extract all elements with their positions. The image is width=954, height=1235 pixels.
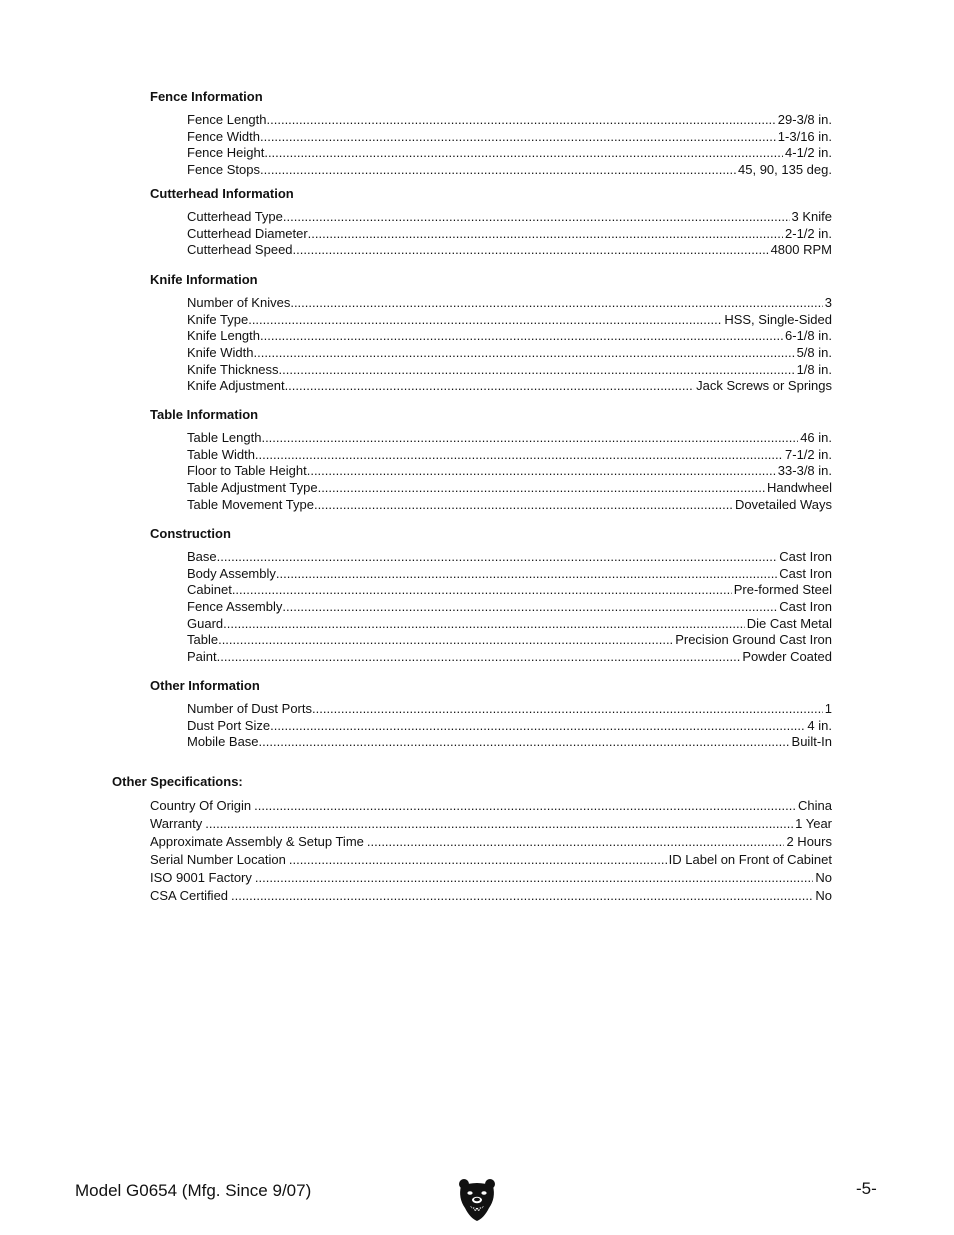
section-title-other-info: Other Information <box>150 678 260 693</box>
spec-row <box>187 129 832 146</box>
spec-row <box>150 815 832 833</box>
spec-label: Table Movement Type <box>187 496 314 512</box>
dot-leader <box>314 497 733 514</box>
spec-row <box>187 295 832 312</box>
spec-label: Floor to Table Height <box>187 463 307 479</box>
spec-value: Powder Coated <box>742 649 832 665</box>
spec-value: 5/8 in. <box>796 345 832 361</box>
spec-row <box>150 887 832 905</box>
spec-list-table <box>187 430 832 513</box>
page-number: -5- <box>856 1179 877 1198</box>
spec-label: Cutterhead Diameter <box>187 225 308 241</box>
spec-label: Table Width <box>187 446 255 462</box>
dot-leader <box>267 112 776 129</box>
dot-leader <box>205 815 793 833</box>
spec-value: 2-1/2 in. <box>785 225 832 241</box>
spec-label: Country Of Origin <box>150 798 252 813</box>
spec-value: China <box>798 798 832 813</box>
spec-value: Handwheel <box>766 480 832 496</box>
spec-label: Base <box>187 549 217 564</box>
spec-row <box>187 145 832 162</box>
dot-leader <box>255 447 783 464</box>
spec-list-construction <box>187 549 832 666</box>
spec-row <box>187 649 832 666</box>
spec-row <box>187 362 832 379</box>
dot-leader <box>279 362 795 379</box>
spec-value: 4 in. <box>807 717 832 733</box>
spec-label: Warranty <box>150 816 203 831</box>
spec-value: No <box>815 870 832 885</box>
spec-value: 45, 90, 135 deg. <box>738 162 832 178</box>
spec-value: 7-1/2 in. <box>785 446 832 462</box>
dot-leader <box>255 869 813 887</box>
spec-value: Precision Ground Cast Iron <box>675 632 832 648</box>
spec-label: Number of Knives <box>187 295 291 310</box>
spec-value: HSS, Single-Sided <box>724 311 832 327</box>
spec-value: Jack Screws or Springs <box>696 378 832 394</box>
spec-list-knife <box>187 295 832 395</box>
spec-value: 1 <box>824 701 832 716</box>
section-title-fence: Fence Information <box>150 89 263 104</box>
spec-value: Cast Iron <box>779 565 832 581</box>
spec-label: ISO 9001 Factory <box>150 870 252 885</box>
dot-leader <box>261 430 798 447</box>
dot-leader <box>290 295 822 312</box>
dot-leader <box>253 345 794 362</box>
spec-value: Die Cast Metal <box>746 615 832 631</box>
spec-row <box>187 616 832 633</box>
spec-label: Fence Width <box>187 128 260 144</box>
dot-leader <box>312 701 823 718</box>
section-title-cutterhead: Cutterhead Information <box>150 186 294 201</box>
section-title-knife: Knife Information <box>150 272 258 287</box>
dot-leader <box>217 549 778 566</box>
spec-row <box>187 632 832 649</box>
spec-row <box>187 701 832 718</box>
spec-label: Mobile Base <box>187 734 259 750</box>
spec-row <box>187 734 832 751</box>
dot-leader <box>270 718 805 735</box>
spec-row <box>150 797 832 815</box>
spec-value: Cast Iron <box>779 599 832 615</box>
spec-label: Table Length <box>187 430 262 445</box>
grizzly-bear-logo-icon <box>457 1178 497 1222</box>
spec-row <box>187 480 832 497</box>
other-specifications-title: Other Specifications: <box>112 774 243 789</box>
spec-value: Dovetailed Ways <box>734 496 832 512</box>
spec-row <box>150 833 832 851</box>
dot-leader <box>223 616 745 633</box>
spec-label: Fence Height <box>187 145 265 161</box>
dot-leader <box>285 378 695 395</box>
dot-leader <box>318 480 765 497</box>
spec-row <box>187 718 832 735</box>
other-specifications-list <box>150 797 832 905</box>
spec-row <box>187 447 832 464</box>
dot-leader <box>259 734 790 751</box>
dot-leader <box>307 463 776 480</box>
spec-list-cutterhead <box>187 209 832 259</box>
spec-value: Built-In <box>791 734 832 750</box>
spec-row <box>187 599 832 616</box>
dot-leader <box>248 312 722 329</box>
spec-label: Fence Stops <box>187 162 260 178</box>
spec-value: 4-1/2 in. <box>785 145 832 161</box>
spec-label: Cutterhead Speed <box>187 242 293 258</box>
spec-label: Body Assembly <box>187 565 276 581</box>
spec-list-fence <box>187 112 832 179</box>
spec-value: No <box>815 888 832 903</box>
spec-value: 3 Knife <box>791 209 832 224</box>
dot-leader <box>254 797 796 815</box>
spec-label: Knife Type <box>187 311 249 327</box>
dot-leader <box>260 162 736 179</box>
spec-label: Table <box>187 632 219 648</box>
spec-list-other-info <box>187 701 832 751</box>
footer-model: Model G0654 (Mfg. Since 9/07) <box>75 1181 312 1200</box>
spec-value: 4800 RPM <box>770 242 832 258</box>
spec-row <box>187 566 832 583</box>
dot-leader <box>217 649 741 666</box>
spec-label: Fence Assembly <box>187 599 283 615</box>
spec-row <box>187 226 832 243</box>
spec-label: Fence Length <box>187 112 267 127</box>
spec-label: Knife Length <box>187 328 261 344</box>
spec-label: Paint <box>187 649 217 665</box>
spec-value: 1-3/16 in. <box>777 128 832 144</box>
spec-row <box>187 328 832 345</box>
dot-leader <box>293 242 769 259</box>
spec-value: 33-3/8 in. <box>777 463 832 479</box>
dot-leader <box>308 226 783 243</box>
spec-label: Knife Width <box>187 345 254 361</box>
spec-label: Cabinet <box>187 582 232 598</box>
dot-leader <box>289 851 667 869</box>
dot-leader <box>282 599 777 616</box>
spec-value: 29-3/8 in. <box>777 112 832 127</box>
spec-label: Approximate Assembly & Setup Time <box>150 834 364 849</box>
spec-value: 6-1/8 in. <box>785 328 832 344</box>
spec-label: Knife Thickness <box>187 361 279 377</box>
dot-leader <box>264 145 783 162</box>
spec-row <box>187 112 832 129</box>
spec-label: Table Adjustment Type <box>187 480 318 496</box>
spec-row <box>187 463 832 480</box>
spec-value: 46 in. <box>800 430 832 445</box>
spec-label: Serial Number Location <box>150 852 286 867</box>
spec-label: Cutterhead Type <box>187 209 283 224</box>
spec-label: Knife Adjustment <box>187 378 285 394</box>
spec-label: Guard <box>187 615 224 631</box>
spec-value: 1 Year <box>795 816 832 831</box>
spec-value: Pre-formed Steel <box>733 582 832 598</box>
dot-leader <box>367 833 785 851</box>
spec-row <box>187 162 832 179</box>
spec-row <box>150 869 832 887</box>
spec-value: ID Label on Front of Cabinet <box>668 852 832 867</box>
spec-value: Cast Iron <box>779 549 832 564</box>
spec-row <box>187 312 832 329</box>
spec-row <box>187 345 832 362</box>
spec-label: CSA Certified <box>150 888 229 903</box>
spec-row <box>187 209 832 226</box>
spec-row <box>187 549 832 566</box>
spec-row <box>187 497 832 514</box>
dot-leader <box>232 582 732 599</box>
spec-value: 2 Hours <box>786 834 832 849</box>
spec-row <box>187 430 832 447</box>
dot-leader <box>260 129 776 146</box>
spec-row <box>187 378 832 395</box>
section-title-table: Table Information <box>150 407 259 422</box>
spec-value: 3 <box>824 295 832 310</box>
dot-leader <box>276 566 777 583</box>
dot-leader <box>218 632 673 649</box>
spec-value: 1/8 in. <box>796 361 832 377</box>
dot-leader <box>283 209 790 226</box>
spec-row <box>187 242 832 259</box>
spec-row <box>187 582 832 599</box>
spec-label: Dust Port Size <box>187 717 271 733</box>
section-title-construction: Construction <box>150 526 231 541</box>
dot-leader <box>231 887 813 905</box>
spec-label: Number of Dust Ports <box>187 701 312 716</box>
spec-row <box>150 851 832 869</box>
dot-leader <box>260 328 783 345</box>
